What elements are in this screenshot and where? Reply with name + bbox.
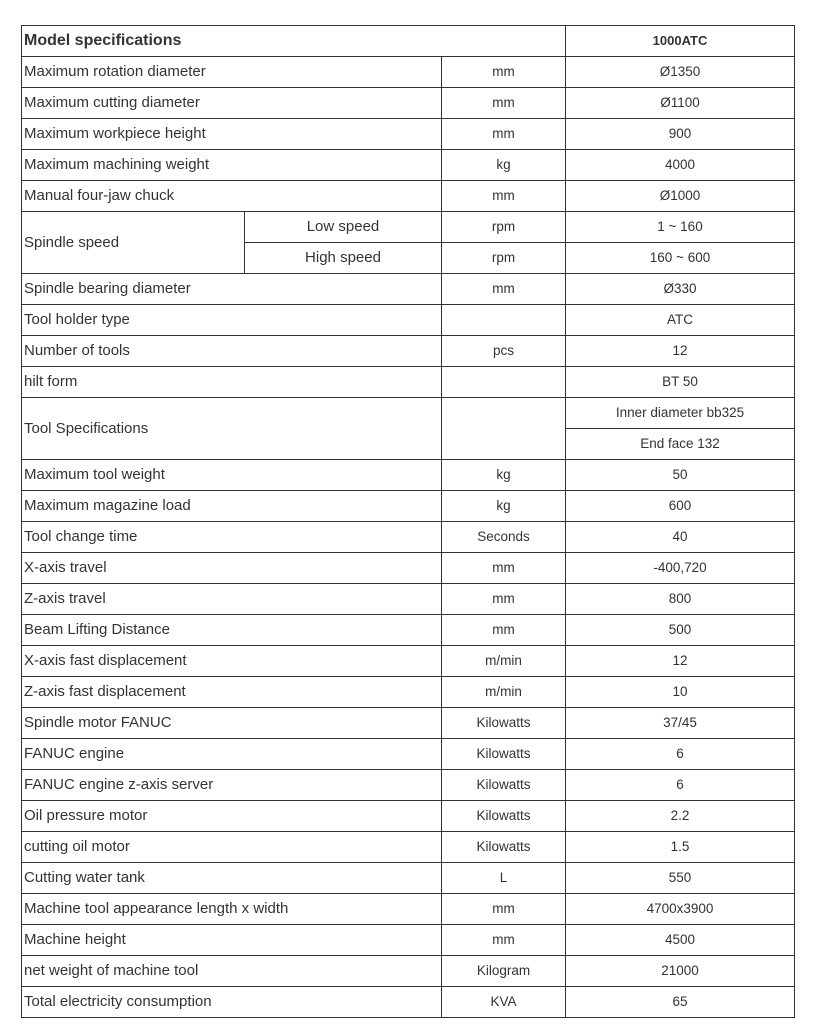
table-row (22, 522, 795, 553)
spec-unit: Kilogram (442, 956, 566, 987)
table-row (22, 863, 795, 894)
tool-specs-unit (442, 398, 566, 460)
table-row (22, 615, 795, 646)
table-row (22, 770, 795, 801)
high-speed-label: High speed (245, 243, 442, 274)
spec-unit: L (442, 863, 566, 894)
spec-name: Spindle motor FANUC (22, 708, 442, 739)
spec-unit: mm (442, 181, 566, 212)
spec-name: X-axis travel (22, 553, 442, 584)
spec-unit: mm (442, 57, 566, 88)
table-row (22, 894, 795, 925)
spec-value: Ø1350 (566, 57, 795, 88)
table-row (22, 832, 795, 863)
spec-unit: KVA (442, 987, 566, 1018)
spec-unit: mm (442, 553, 566, 584)
spec-value: Ø1100 (566, 88, 795, 119)
spec-value: 10 (566, 677, 795, 708)
spec-unit: m/min (442, 677, 566, 708)
spec-name: Maximum workpiece height (22, 119, 442, 150)
spindle-speed-name: Spindle speed (22, 212, 245, 274)
tool-specs-name: Tool Specifications (22, 398, 442, 460)
spec-unit: mm (442, 88, 566, 119)
spec-value: 12 (566, 336, 795, 367)
spec-value: -400,720 (566, 553, 795, 584)
spec-name: FANUC engine (22, 739, 442, 770)
spec-name: Tool change time (22, 522, 442, 553)
table-row (22, 739, 795, 770)
spec-value: Ø330 (566, 274, 795, 305)
spec-unit: mm (442, 894, 566, 925)
table-row (22, 274, 795, 305)
specifications-table (21, 25, 795, 1018)
spec-unit (442, 367, 566, 398)
spec-value: Ø1000 (566, 181, 795, 212)
spec-unit: Kilowatts (442, 739, 566, 770)
table-row (22, 925, 795, 956)
spec-value: 37/45 (566, 708, 795, 739)
spec-name: hilt form (22, 367, 442, 398)
table-row (22, 584, 795, 615)
low-speed-unit: rpm (442, 212, 566, 243)
table-row (22, 987, 795, 1018)
tool-specs-value-1: Inner diameter bb325 (566, 398, 795, 429)
spec-name: Oil pressure motor (22, 801, 442, 832)
spec-unit: Seconds (442, 522, 566, 553)
high-speed-value: 160 ~ 600 (566, 243, 795, 274)
spec-name: cutting oil motor (22, 832, 442, 863)
spec-name: Machine height (22, 925, 442, 956)
spec-value: 4700x3900 (566, 894, 795, 925)
spec-name: Tool holder type (22, 305, 442, 336)
spec-name: Manual four-jaw chuck (22, 181, 442, 212)
spec-value: 600 (566, 491, 795, 522)
low-speed-label: Low speed (245, 212, 442, 243)
spec-value: BT 50 (566, 367, 795, 398)
spec-unit: mm (442, 925, 566, 956)
spec-value: 1.5 (566, 832, 795, 863)
table-row (22, 460, 795, 491)
table-row (22, 491, 795, 522)
model-name: 1000ATC (566, 26, 795, 57)
spec-name: Maximum tool weight (22, 460, 442, 491)
spec-unit: mm (442, 584, 566, 615)
spec-value: 65 (566, 987, 795, 1018)
spec-unit (442, 305, 566, 336)
table-row (22, 181, 795, 212)
spec-value: 50 (566, 460, 795, 491)
table-header-row (22, 26, 795, 57)
spec-value: 12 (566, 646, 795, 677)
tool-specs-value-2: End face 132 (566, 429, 795, 460)
spec-unit: pcs (442, 336, 566, 367)
table-row (22, 119, 795, 150)
spec-value: 4500 (566, 925, 795, 956)
table-row (22, 57, 795, 88)
table-row (22, 646, 795, 677)
table-row (22, 677, 795, 708)
spec-unit: kg (442, 150, 566, 181)
spec-value: 4000 (566, 150, 795, 181)
spec-name: Z-axis travel (22, 584, 442, 615)
high-speed-unit: rpm (442, 243, 566, 274)
spec-value: 900 (566, 119, 795, 150)
spec-name: Z-axis fast displacement (22, 677, 442, 708)
spec-value: 6 (566, 770, 795, 801)
header-label: Model specifications (22, 26, 566, 57)
table-row (22, 801, 795, 832)
spec-unit: kg (442, 460, 566, 491)
spec-name: Maximum cutting diameter (22, 88, 442, 119)
spec-name: Number of tools (22, 336, 442, 367)
spec-unit: mm (442, 119, 566, 150)
table-row (22, 398, 795, 429)
table-row (22, 708, 795, 739)
spec-value: 500 (566, 615, 795, 646)
spec-name: Maximum rotation diameter (22, 57, 442, 88)
table-row (22, 88, 795, 119)
spec-unit: Kilowatts (442, 770, 566, 801)
spec-value: 40 (566, 522, 795, 553)
spec-name: FANUC engine z-axis server (22, 770, 442, 801)
spec-name: Machine tool appearance length x width (22, 894, 442, 925)
spec-value: 6 (566, 739, 795, 770)
spec-unit: m/min (442, 646, 566, 677)
spec-unit: Kilowatts (442, 801, 566, 832)
table-row (22, 150, 795, 181)
table-row (22, 305, 795, 336)
spec-name: X-axis fast displacement (22, 646, 442, 677)
spec-name: Maximum machining weight (22, 150, 442, 181)
spec-name: Spindle bearing diameter (22, 274, 442, 305)
spec-unit: Kilowatts (442, 708, 566, 739)
spec-name: Cutting water tank (22, 863, 442, 894)
table-row (22, 336, 795, 367)
low-speed-value: 1 ~ 160 (566, 212, 795, 243)
spec-name: Beam Lifting Distance (22, 615, 442, 646)
spec-value: 21000 (566, 956, 795, 987)
table-row (22, 367, 795, 398)
spec-unit: mm (442, 615, 566, 646)
spec-unit: mm (442, 274, 566, 305)
spec-value: 2.2 (566, 801, 795, 832)
spec-name: Maximum magazine load (22, 491, 442, 522)
spec-name: Total electricity consumption (22, 987, 442, 1018)
spec-value: 800 (566, 584, 795, 615)
table-row (22, 212, 795, 243)
spec-value: ATC (566, 305, 795, 336)
spec-value: 550 (566, 863, 795, 894)
spec-unit: kg (442, 491, 566, 522)
spec-unit: Kilowatts (442, 832, 566, 863)
spec-name: net weight of machine tool (22, 956, 442, 987)
table-row (22, 553, 795, 584)
table-row (22, 956, 795, 987)
